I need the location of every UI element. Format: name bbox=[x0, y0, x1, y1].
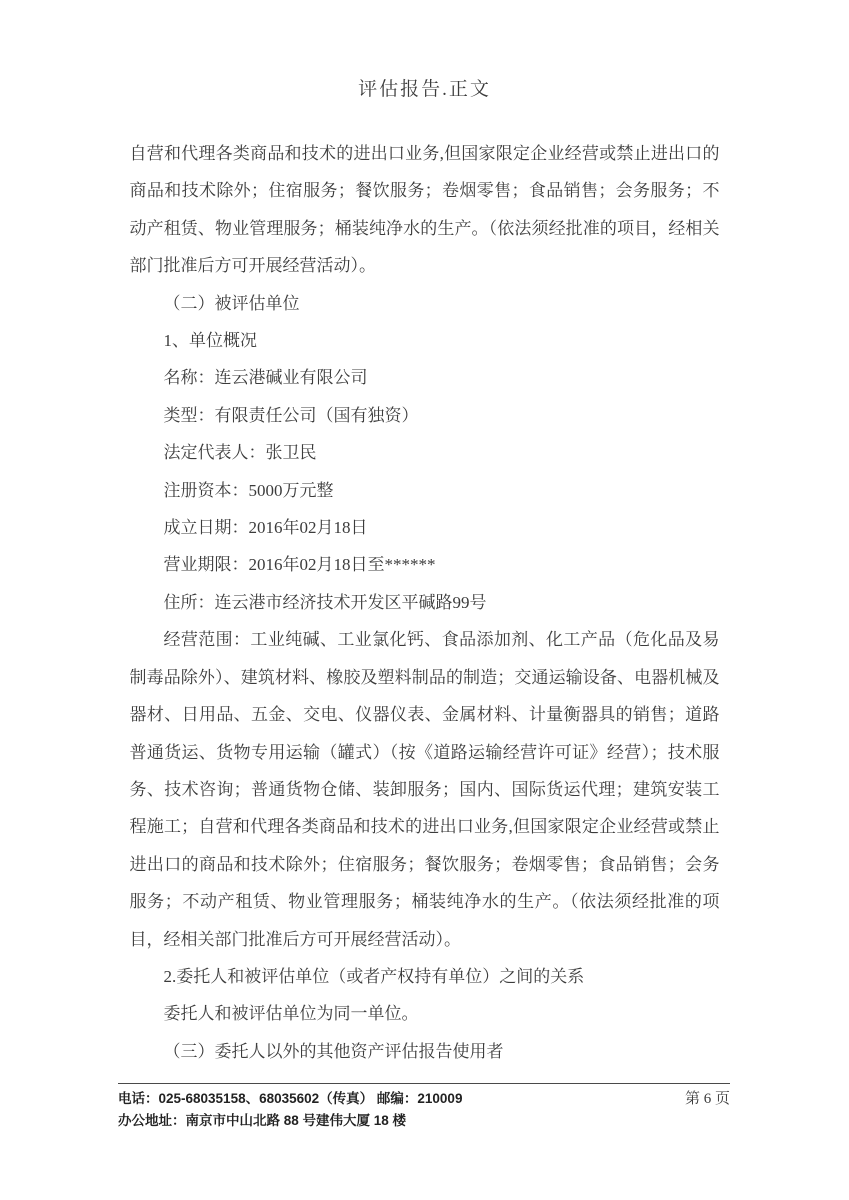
field-legal-representative: 法定代表人：张卫民 bbox=[163, 443, 317, 463]
subsection-heading-relationship: 2.委托人和被评估单位（或者产权持有单位）之间的关系 bbox=[163, 966, 585, 986]
document-body bbox=[130, 135, 720, 1070]
subsection-heading-unit-overview: 1、单位概况 bbox=[163, 331, 257, 351]
page-number: 第 6 页 bbox=[684, 1091, 730, 1107]
field-address: 住所：连云港市经济技术开发区平碱路99号 bbox=[163, 592, 487, 612]
paragraph-continuation: 自营和代理各类商品和技术的进出口业务,但国家限定企业经营或禁止进出口的商品和技术除外；住宿服务；餐饮服务；卷烟零售；食品销售；会务服务；不动产租赁、物业管理服务；桶装纯净水的生产。（依法须经批准的项目，经相关部门批准后方可开展经营活动）。 bbox=[129, 144, 720, 276]
footer-address-line: 办公地址：南京市中山北路 88 号建伟大厦 18 楼 bbox=[118, 1113, 407, 1128]
footer-contact-line: 电话：025-68035158、68035602（传真） 邮编：210009 bbox=[118, 1091, 463, 1106]
field-business-term: 营业期限：2016年02月18日至****** bbox=[163, 555, 436, 575]
section-heading-2: （二）被评估单位 bbox=[163, 293, 300, 313]
footer-contact-block bbox=[118, 1088, 462, 1132]
field-establish-date: 成立日期：2016年02月18日 bbox=[163, 518, 368, 538]
section-heading-3: （三）委托人以外的其他资产评估报告使用者 bbox=[163, 1041, 504, 1061]
paragraph-relationship: 委托人和被评估单位为同一单位。 bbox=[163, 1004, 419, 1024]
page-footer bbox=[118, 1083, 730, 1132]
field-registered-capital: 注册资本：5000万元整 bbox=[163, 480, 334, 500]
field-business-scope: 经营范围：工业纯碱、工业氯化钙、食品添加剂、化工产品（危化品及易制毒品除外）、建筑材料、橡胶及塑料制品的制造；交通运输设备、电器机械及器材、日用品、五金、交电、仪器仪表、金属材料、计量衡器具的销售；道路普通货运、货物专用运输（罐式）（按《道路运输经营许可证》经营）；技术服务、技术咨询；普通货物仓储、装卸服务；国内、国际货运代理；建筑安装工程施工；自营和代理各类商品和技术的进出口业务,但国家限定企业经营或禁止进出口的商品和技术除外；住宿服务；餐饮服务；卷烟零售；食品销售；会务服务；不动产租赁、物业管理服务；桶装纯净水的生产。（依法须经批准的项目，经相关部门批准后方可开展经营活动）。 bbox=[129, 630, 720, 949]
field-company-type: 类型：有限责任公司（国有独资） bbox=[163, 405, 419, 425]
document-title: 评估报告.正文 bbox=[358, 79, 491, 100]
field-company-name: 名称：连云港碱业有限公司 bbox=[163, 368, 368, 388]
